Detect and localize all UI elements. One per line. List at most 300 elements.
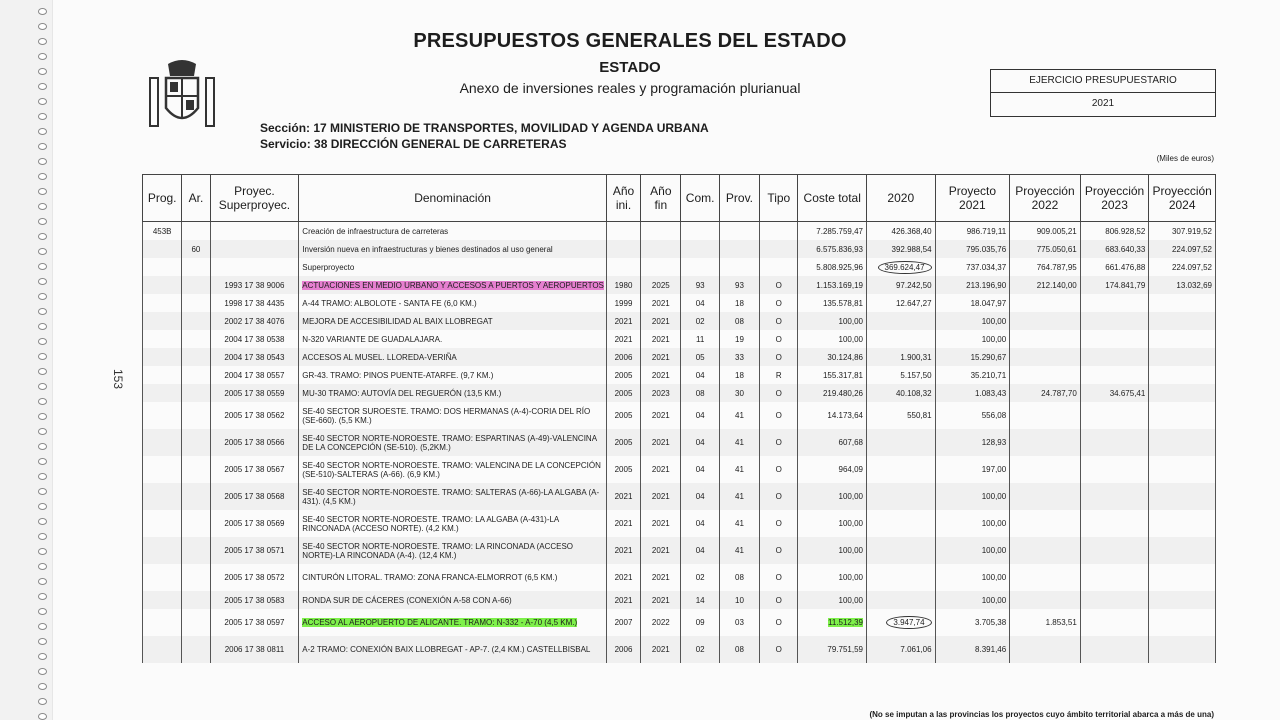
cell-fin: 2021 bbox=[641, 510, 681, 537]
cell-fin: 2022 bbox=[641, 609, 681, 636]
cell-den: SE-40 SECTOR NORTE-NOROESTE. TRAMO: SALTERAS (A-66)-LA ALGABA (A-431). (4,5 KM.) bbox=[299, 483, 607, 510]
column-header: Proyec. Superproyec. bbox=[210, 175, 299, 222]
cell-ini: 2021 bbox=[606, 564, 640, 591]
cell-tipo: O bbox=[760, 510, 798, 537]
cell-tipo bbox=[760, 240, 798, 258]
spiral-ring bbox=[38, 383, 47, 390]
cell-coste: 7.285.759,47 bbox=[798, 222, 867, 241]
cell-coste: 155.317,81 bbox=[798, 366, 867, 384]
cell-prog: 453B bbox=[143, 222, 182, 241]
cell-proy: 2005 17 38 0566 bbox=[210, 429, 299, 456]
cell-tipo: O bbox=[760, 312, 798, 330]
cell-p2021: 986.719,11 bbox=[935, 222, 1010, 241]
cell-com: 02 bbox=[681, 636, 719, 663]
cell-fin: 2021 bbox=[641, 456, 681, 483]
cell-p2022 bbox=[1010, 510, 1081, 537]
cell-p2024 bbox=[1149, 510, 1216, 537]
column-header: Año ini. bbox=[606, 175, 640, 222]
cell-fin bbox=[641, 222, 681, 241]
spiral-ring bbox=[38, 518, 47, 525]
cell-ar: 60 bbox=[182, 240, 210, 258]
spiral-ring bbox=[38, 623, 47, 630]
investment-table bbox=[142, 174, 1216, 663]
coat-of-arms-icon bbox=[146, 56, 218, 132]
cell-com: 02 bbox=[681, 564, 719, 591]
cell-p2021: 35.210,71 bbox=[935, 366, 1010, 384]
cell-com: 04 bbox=[681, 402, 719, 429]
cell-ini: 2005 bbox=[606, 384, 640, 402]
cell-ar bbox=[182, 330, 210, 348]
column-header: Coste total bbox=[798, 175, 867, 222]
spiral-ring bbox=[38, 143, 47, 150]
cell-p2023 bbox=[1080, 348, 1149, 366]
column-header: Prov. bbox=[719, 175, 759, 222]
cell-coste: 964,09 bbox=[798, 456, 867, 483]
table-row bbox=[143, 348, 1216, 366]
cell-prog bbox=[143, 564, 182, 591]
spiral-ring bbox=[38, 668, 47, 675]
table-row bbox=[143, 312, 1216, 330]
exercise-box bbox=[990, 69, 1216, 117]
cell-proy bbox=[210, 240, 299, 258]
table-row bbox=[143, 294, 1216, 312]
spiral-ring bbox=[38, 293, 47, 300]
spiral-ring bbox=[38, 533, 47, 540]
cell-com: 04 bbox=[681, 510, 719, 537]
cell-fin: 2021 bbox=[641, 312, 681, 330]
cell-fin bbox=[641, 240, 681, 258]
cell-p2021: 737.034,37 bbox=[935, 258, 1010, 276]
spiral-ring bbox=[38, 83, 47, 90]
page-title: PRESUPUESTOS GENERALES DEL ESTADO bbox=[413, 30, 847, 52]
cell-p2024 bbox=[1149, 564, 1216, 591]
cell-ar bbox=[182, 384, 210, 402]
cell-p2021: 100,00 bbox=[935, 312, 1010, 330]
cell-coste: 30.124,86 bbox=[798, 348, 867, 366]
cell-ini: 2021 bbox=[606, 591, 640, 609]
cell-p2024 bbox=[1149, 429, 1216, 456]
cell-prog bbox=[143, 429, 182, 456]
cell-p2022 bbox=[1010, 294, 1081, 312]
cell-y2020 bbox=[867, 609, 936, 636]
spiral-ring bbox=[38, 503, 47, 510]
cell-p2024 bbox=[1149, 348, 1216, 366]
cell-y2020 bbox=[867, 564, 936, 591]
table-row bbox=[143, 402, 1216, 429]
spiral-ring bbox=[38, 113, 47, 120]
cell-p2022 bbox=[1010, 402, 1081, 429]
cell-ar bbox=[182, 276, 210, 294]
cell-prog bbox=[143, 366, 182, 384]
cell-p2023 bbox=[1080, 609, 1149, 636]
cell-p2023 bbox=[1080, 429, 1149, 456]
cell-prov: 08 bbox=[719, 564, 759, 591]
table-row bbox=[143, 366, 1216, 384]
cell-proy bbox=[210, 222, 299, 241]
footnote: (No se imputan a las provincias los proyectos cuyo ámbito territorial abarca a más de una) bbox=[869, 710, 1214, 719]
cell-ini: 2021 bbox=[606, 537, 640, 564]
cell-p2021: 795.035,76 bbox=[935, 240, 1010, 258]
cell-p2023 bbox=[1080, 636, 1149, 663]
cell-ini: 2006 bbox=[606, 636, 640, 663]
cell-den: Superproyecto bbox=[299, 258, 607, 276]
cell-fin: 2021 bbox=[641, 537, 681, 564]
cell-prog bbox=[143, 402, 182, 429]
cell-p2022 bbox=[1010, 330, 1081, 348]
cell-p2022 bbox=[1010, 483, 1081, 510]
cell-p2024: 307.919,52 bbox=[1149, 222, 1216, 241]
cell-y2020: 5.157,50 bbox=[867, 366, 936, 384]
page-number: 153 bbox=[111, 368, 126, 390]
cell-den: A-2 TRAMO: CONEXIÓN BAIX LLOBREGAT - AP-7. (2,4 KM.) CASTELLBISBAL bbox=[299, 636, 607, 663]
cell-tipo: O bbox=[760, 456, 798, 483]
cell-den: CINTURÓN LITORAL. TRAMO: ZONA FRANCA-ELMORROT (6,5 KM.) bbox=[299, 564, 607, 591]
cell-den: N-320 VARIANTE DE GUADALAJARA. bbox=[299, 330, 607, 348]
cell-ar bbox=[182, 564, 210, 591]
cell-p2021: 100,00 bbox=[935, 537, 1010, 564]
column-header: Proyecto 2021 bbox=[935, 175, 1010, 222]
cell-p2023 bbox=[1080, 330, 1149, 348]
cell-den: GR-43. TRAMO: PINOS PUENTE-ATARFE. (9,7 KM.) bbox=[299, 366, 607, 384]
cell-coste: 219.480,26 bbox=[798, 384, 867, 402]
cell-p2024: 224.097,52 bbox=[1149, 240, 1216, 258]
spiral-ring bbox=[38, 413, 47, 420]
cell-ini: 1999 bbox=[606, 294, 640, 312]
cell-tipo: O bbox=[760, 429, 798, 456]
cell-ar bbox=[182, 348, 210, 366]
cell-p2023 bbox=[1080, 312, 1149, 330]
cell-prov: 19 bbox=[719, 330, 759, 348]
cell-y2020 bbox=[867, 429, 936, 456]
cell-ini: 2005 bbox=[606, 366, 640, 384]
cell-fin: 2021 bbox=[641, 483, 681, 510]
cell-prog bbox=[143, 294, 182, 312]
table-row bbox=[143, 384, 1216, 402]
cell-den: MU-30 TRAMO: AUTOVÍA DEL REGUERÓN (13,5 KM.) bbox=[299, 384, 607, 402]
cell-p2022: 764.787,95 bbox=[1010, 258, 1081, 276]
cell-p2023: 174.841,79 bbox=[1080, 276, 1149, 294]
cell-y2020 bbox=[867, 483, 936, 510]
column-header: Proyección 2023 bbox=[1080, 175, 1149, 222]
cell-coste: 100,00 bbox=[798, 483, 867, 510]
cell-prog bbox=[143, 510, 182, 537]
cell-tipo: O bbox=[760, 294, 798, 312]
cell-prog bbox=[143, 591, 182, 609]
cell-p2024 bbox=[1149, 591, 1216, 609]
cell-prog bbox=[143, 636, 182, 663]
cell-p2021: 100,00 bbox=[935, 330, 1010, 348]
column-header: Denominación bbox=[299, 175, 607, 222]
table-row bbox=[143, 510, 1216, 537]
cell-ar bbox=[182, 366, 210, 384]
table-row bbox=[143, 483, 1216, 510]
cell-y2020: 392.988,54 bbox=[867, 240, 936, 258]
cell-y2020: 550,81 bbox=[867, 402, 936, 429]
cell-coste: 14.173,64 bbox=[798, 402, 867, 429]
spiral-ring bbox=[38, 173, 47, 180]
cell-proy: 2004 17 38 0543 bbox=[210, 348, 299, 366]
cell-tipo: O bbox=[760, 537, 798, 564]
cell-p2023 bbox=[1080, 366, 1149, 384]
table-header bbox=[143, 175, 1216, 222]
spiral-ring bbox=[38, 203, 47, 210]
spiral-ring bbox=[38, 683, 47, 690]
cell-com: 08 bbox=[681, 384, 719, 402]
cell-com bbox=[681, 258, 719, 276]
cell-proy: 2005 17 38 0567 bbox=[210, 456, 299, 483]
spiral-ring bbox=[38, 8, 47, 15]
cell-ini: 1980 bbox=[606, 276, 640, 294]
cell-den: SE-40 SECTOR NORTE-NOROESTE. TRAMO: LA ALGABA (A-431)-LA RINCONADA (ACCESO NORTE). (4,2 KM.) bbox=[299, 510, 607, 537]
exercise-year: 2021 bbox=[1091, 98, 1115, 109]
cell-coste: 100,00 bbox=[798, 510, 867, 537]
cell-coste: 607,68 bbox=[798, 429, 867, 456]
spiral-ring bbox=[38, 248, 47, 255]
cell-com: 93 bbox=[681, 276, 719, 294]
cell-ar bbox=[182, 510, 210, 537]
cell-prov: 10 bbox=[719, 591, 759, 609]
cell-proy: 2005 17 38 0583 bbox=[210, 591, 299, 609]
cell-ar bbox=[182, 591, 210, 609]
table-row bbox=[143, 222, 1216, 241]
cell-p2021: 197,00 bbox=[935, 456, 1010, 483]
cell-prov: 41 bbox=[719, 456, 759, 483]
cell-ar bbox=[182, 537, 210, 564]
cell-p2024 bbox=[1149, 609, 1216, 636]
cell-p2022 bbox=[1010, 564, 1081, 591]
circled-value: 3.947,74 bbox=[886, 616, 931, 629]
cell-ini: 2007 bbox=[606, 609, 640, 636]
column-header: 2020 bbox=[867, 175, 936, 222]
cell-proy: 2005 17 38 0562 bbox=[210, 402, 299, 429]
cell-p2024 bbox=[1149, 636, 1216, 663]
column-header: Proyección 2024 bbox=[1149, 175, 1216, 222]
cell-fin bbox=[641, 258, 681, 276]
cell-p2023 bbox=[1080, 564, 1149, 591]
cell-ar bbox=[182, 609, 210, 636]
cell-y2020 bbox=[867, 510, 936, 537]
table-row bbox=[143, 258, 1216, 276]
cell-p2023 bbox=[1080, 510, 1149, 537]
column-header: Tipo bbox=[760, 175, 798, 222]
spiral-ring bbox=[38, 23, 47, 30]
cell-tipo: O bbox=[760, 564, 798, 591]
cell-com: 04 bbox=[681, 537, 719, 564]
cell-fin: 2021 bbox=[641, 294, 681, 312]
cell-p2024 bbox=[1149, 330, 1216, 348]
cell-prov: 41 bbox=[719, 537, 759, 564]
cell-den bbox=[299, 276, 607, 294]
cell-com bbox=[681, 222, 719, 241]
spiral-ring bbox=[38, 338, 47, 345]
cell-prov bbox=[719, 258, 759, 276]
column-header: Año fin bbox=[641, 175, 681, 222]
cell-coste: 100,00 bbox=[798, 330, 867, 348]
cell-p2022 bbox=[1010, 636, 1081, 663]
cell-proy: 2002 17 38 4076 bbox=[210, 312, 299, 330]
cell-prog bbox=[143, 240, 182, 258]
cell-p2021: 1.083,43 bbox=[935, 384, 1010, 402]
cell-proy: 2005 17 38 0572 bbox=[210, 564, 299, 591]
cell-p2022 bbox=[1010, 429, 1081, 456]
cell-p2023 bbox=[1080, 294, 1149, 312]
spiral-ring bbox=[38, 98, 47, 105]
cell-prov: 33 bbox=[719, 348, 759, 366]
cell-p2022: 212.140,00 bbox=[1010, 276, 1081, 294]
cell-ini: 2021 bbox=[606, 483, 640, 510]
cell-den: MEJORA DE ACCESIBILIDAD AL BAIX LLOBREGAT bbox=[299, 312, 607, 330]
spiral-ring bbox=[38, 653, 47, 660]
spiral-ring bbox=[38, 713, 47, 720]
cell-fin: 2021 bbox=[641, 330, 681, 348]
cell-p2022 bbox=[1010, 456, 1081, 483]
cell-ar bbox=[182, 429, 210, 456]
table-row bbox=[143, 609, 1216, 636]
cell-p2024 bbox=[1149, 402, 1216, 429]
cell-prov: 93 bbox=[719, 276, 759, 294]
cell-prov bbox=[719, 240, 759, 258]
spiral-ring bbox=[38, 563, 47, 570]
cell-p2021: 128,93 bbox=[935, 429, 1010, 456]
column-header: Prog. bbox=[143, 175, 182, 222]
cell-proy: 2004 17 38 0538 bbox=[210, 330, 299, 348]
cell-y2020: 426.368,40 bbox=[867, 222, 936, 241]
table-row bbox=[143, 240, 1216, 258]
spiral-ring bbox=[38, 218, 47, 225]
column-header: Com. bbox=[681, 175, 719, 222]
cell-y2020 bbox=[867, 312, 936, 330]
cell-com: 04 bbox=[681, 366, 719, 384]
cell-com: 14 bbox=[681, 591, 719, 609]
cell-tipo: O bbox=[760, 636, 798, 663]
cell-p2023: 806.928,52 bbox=[1080, 222, 1149, 241]
cell-p2023 bbox=[1080, 591, 1149, 609]
spiral-ring bbox=[38, 368, 47, 375]
cell-tipo: O bbox=[760, 348, 798, 366]
spiral-ring bbox=[38, 443, 47, 450]
cell-ini: 2021 bbox=[606, 510, 640, 537]
spiral-ring bbox=[38, 638, 47, 645]
cell-p2022: 909.005,21 bbox=[1010, 222, 1081, 241]
cell-coste: 100,00 bbox=[798, 564, 867, 591]
cell-ini: 2006 bbox=[606, 348, 640, 366]
cell-ini: 2005 bbox=[606, 402, 640, 429]
units-label: (Miles de euros) bbox=[1156, 154, 1214, 163]
cell-proy: 1998 17 38 4435 bbox=[210, 294, 299, 312]
spiral-ring bbox=[38, 548, 47, 555]
annex-title: Anexo de inversiones reales y programación plurianual bbox=[459, 80, 801, 96]
spiral-ring bbox=[38, 698, 47, 705]
cell-prov: 18 bbox=[719, 294, 759, 312]
highlighted-text: 11.512,39 bbox=[828, 618, 863, 627]
highlighted-text: ACTUACIONES EN MEDIO URBANO Y ACCESOS A PUERTOS Y AEROPUERTOS bbox=[302, 280, 604, 290]
table-row bbox=[143, 636, 1216, 663]
cell-p2021: 3.705,38 bbox=[935, 609, 1010, 636]
cell-prog bbox=[143, 330, 182, 348]
cell-ini: 2021 bbox=[606, 312, 640, 330]
cell-p2024 bbox=[1149, 384, 1216, 402]
cell-coste: 5.808.925,96 bbox=[798, 258, 867, 276]
cell-den bbox=[299, 609, 607, 636]
cell-p2023: 34.675,41 bbox=[1080, 384, 1149, 402]
cell-coste: 79.751,59 bbox=[798, 636, 867, 663]
cell-com: 04 bbox=[681, 483, 719, 510]
cell-y2020: 7.061,06 bbox=[867, 636, 936, 663]
cell-y2020 bbox=[867, 537, 936, 564]
cell-den: Creación de infraestructura de carreteras bbox=[299, 222, 607, 241]
cell-prog bbox=[143, 348, 182, 366]
cell-prov: 41 bbox=[719, 402, 759, 429]
spiral-ring bbox=[38, 68, 47, 75]
cell-coste bbox=[798, 609, 867, 636]
cell-ar bbox=[182, 456, 210, 483]
cell-prog bbox=[143, 276, 182, 294]
cell-p2024 bbox=[1149, 312, 1216, 330]
column-header: Ar. bbox=[182, 175, 210, 222]
page-subtitle: ESTADO bbox=[599, 59, 661, 76]
cell-proy: 2005 17 38 0568 bbox=[210, 483, 299, 510]
cell-tipo: O bbox=[760, 384, 798, 402]
spiral-ring bbox=[38, 158, 47, 165]
table-row bbox=[143, 330, 1216, 348]
cell-prog bbox=[143, 609, 182, 636]
spiral-ring bbox=[38, 53, 47, 60]
spiral-ring bbox=[38, 488, 47, 495]
cell-ar bbox=[182, 222, 210, 241]
cell-ini: 2005 bbox=[606, 456, 640, 483]
cell-p2021: 556,08 bbox=[935, 402, 1010, 429]
cell-tipo: R bbox=[760, 366, 798, 384]
cell-ini: 2021 bbox=[606, 330, 640, 348]
column-header: Proyección 2022 bbox=[1010, 175, 1081, 222]
cell-tipo bbox=[760, 222, 798, 241]
cell-den: ACCESOS AL MUSEL. LLOREDA-VERIÑA bbox=[299, 348, 607, 366]
cell-fin: 2021 bbox=[641, 591, 681, 609]
cell-den: SE-40 SECTOR SUROESTE. TRAMO: DOS HERMANAS (A-4)-CORIA DEL RÍO (SE-660). (5,5 KM.) bbox=[299, 402, 607, 429]
cell-prov: 08 bbox=[719, 312, 759, 330]
cell-y2020 bbox=[867, 591, 936, 609]
cell-ar bbox=[182, 483, 210, 510]
cell-p2022 bbox=[1010, 537, 1081, 564]
table-row bbox=[143, 429, 1216, 456]
cell-den: SE-40 SECTOR NORTE-NOROESTE. TRAMO: ESPARTINAS (A-49)-VALENCINA DE LA CONCEPCIÓN (SE-510). (5,2KM.) bbox=[299, 429, 607, 456]
table-row bbox=[143, 591, 1216, 609]
cell-p2021: 18.047,97 bbox=[935, 294, 1010, 312]
cell-p2024 bbox=[1149, 483, 1216, 510]
cell-den: Inversión nueva en infraestructuras y bienes destinados al uso general bbox=[299, 240, 607, 258]
cell-com: 11 bbox=[681, 330, 719, 348]
spiral-ring bbox=[38, 578, 47, 585]
service-label: Servicio: 38 DIRECCIÓN GENERAL DE CARRETERAS bbox=[260, 137, 567, 151]
cell-tipo: O bbox=[760, 609, 798, 636]
cell-prov: 08 bbox=[719, 636, 759, 663]
cell-y2020: 40.108,32 bbox=[867, 384, 936, 402]
table-row bbox=[143, 564, 1216, 591]
cell-p2021: 8.391,46 bbox=[935, 636, 1010, 663]
cell-prov: 41 bbox=[719, 429, 759, 456]
cell-p2024: 13.032,69 bbox=[1149, 276, 1216, 294]
cell-prog bbox=[143, 384, 182, 402]
cell-p2022 bbox=[1010, 312, 1081, 330]
cell-fin: 2021 bbox=[641, 348, 681, 366]
cell-prog bbox=[143, 537, 182, 564]
spiral-ring bbox=[38, 188, 47, 195]
cell-p2022 bbox=[1010, 591, 1081, 609]
cell-fin: 2021 bbox=[641, 366, 681, 384]
cell-tipo: O bbox=[760, 330, 798, 348]
spiral-ring bbox=[38, 233, 47, 240]
spiral-ring bbox=[38, 473, 47, 480]
